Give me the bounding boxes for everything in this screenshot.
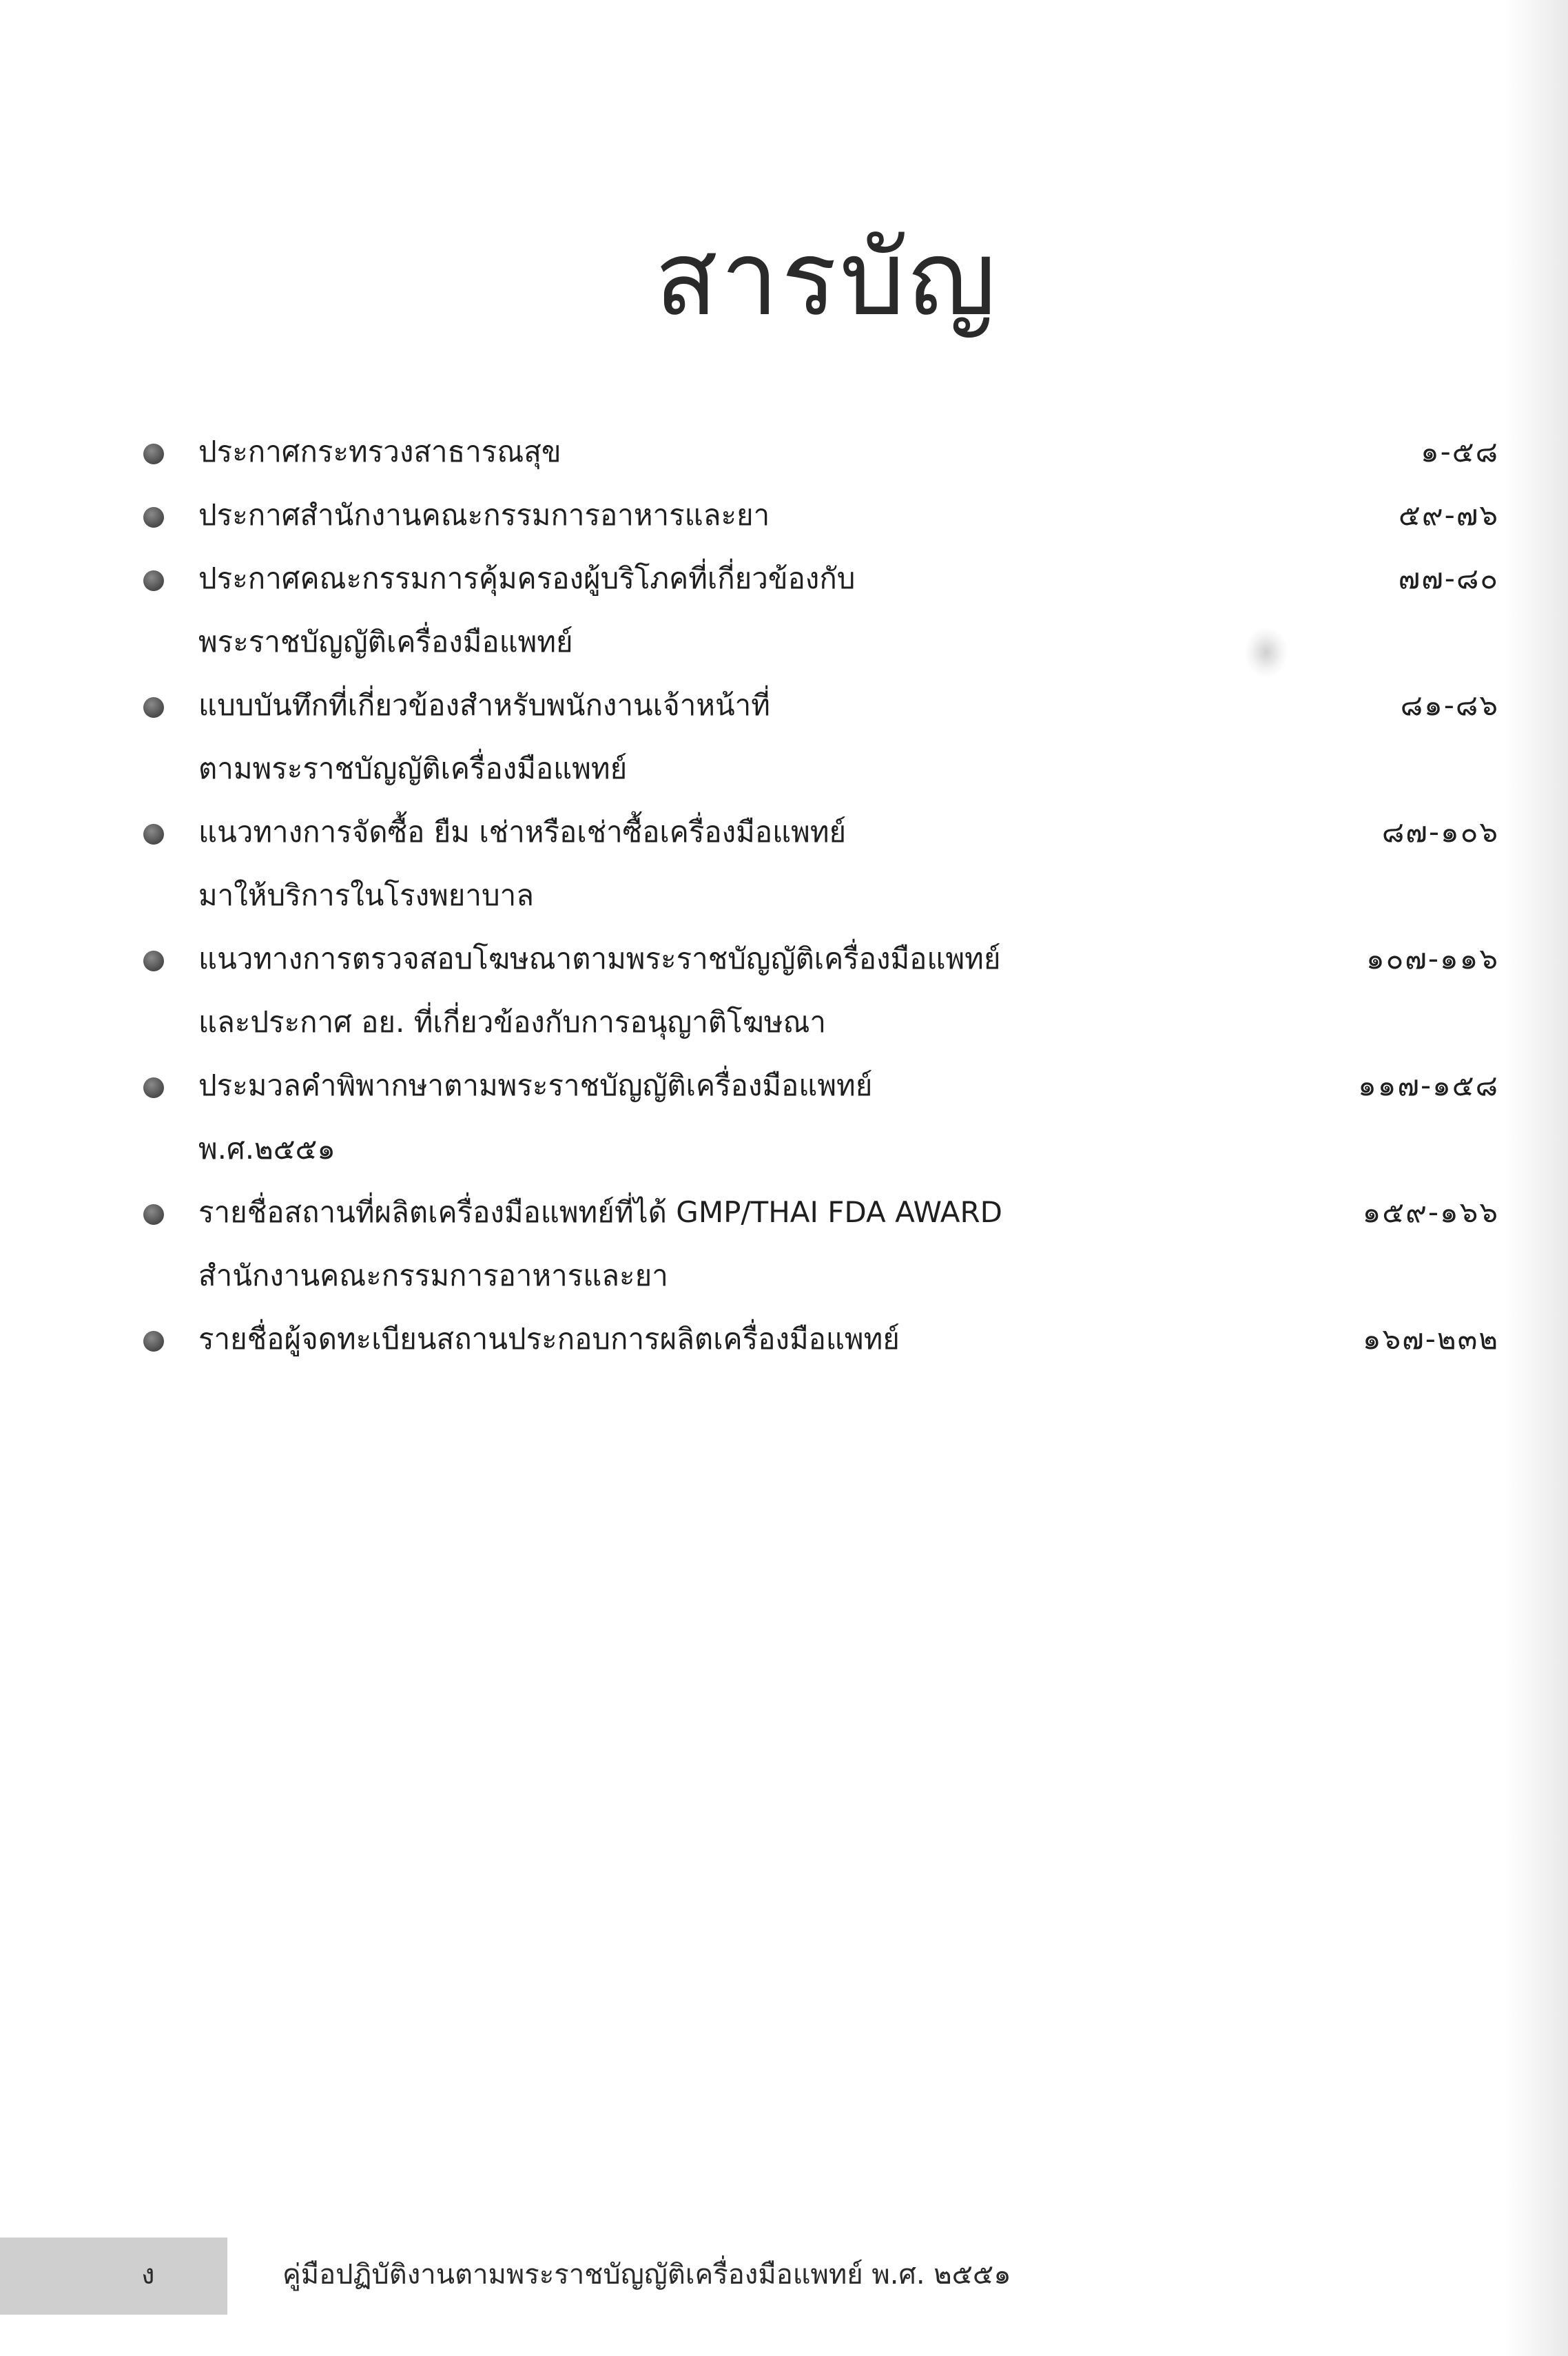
- toc-entry-pages: ๑๑๗-๑๕๘: [1358, 1068, 1499, 1102]
- toc-entry-line: ประกาศกระทรวงสาธารณสุข: [198, 435, 561, 468]
- toc-entry-title: [198, 484, 1232, 547]
- toc-entry-line: ประกาศสำนักงานคณะกรรมการอาหารและยา: [198, 498, 770, 532]
- toc-entry: [0, 484, 1568, 547]
- toc-entry-pages: ๘๑-๘๖: [1400, 688, 1499, 722]
- toc-entry-title: [198, 1054, 1232, 1181]
- toc-entry-line: ประกาศคณะกรรมการคุ้มครองผู้บริโภคที่เกี่ยวข้องกับ: [198, 561, 856, 595]
- footer-page-number: ง: [141, 2259, 155, 2291]
- footer-page-tab: [0, 2238, 227, 2315]
- toc-entry-pages: ๕๙-๗๖: [1399, 498, 1499, 532]
- toc-entry-line: พระราชบัญญัติเครื่องมือแพทย์: [198, 625, 573, 659]
- toc-entry-line: ตามพระราชบัญญัติเครื่องมือแพทย์: [198, 752, 628, 785]
- toc-entry-line: และประกาศ อย. ที่เกี่ยวข้องกับการอนุญาติโฆษณา: [198, 1005, 827, 1039]
- toc-entry-title: [198, 1308, 1232, 1371]
- bullet-icon: [143, 507, 164, 528]
- scan-smudge: [1246, 628, 1287, 676]
- toc-entry-line: รายชื่อสถานที่ผลิตเครื่องมือแพทย์ที่ได้ GMP/THAI FDA AWARD: [198, 1195, 1003, 1229]
- toc-entry-line: พ.ศ.๒๕๕๑: [198, 1132, 336, 1166]
- bullet-icon: [143, 1331, 164, 1352]
- toc-entry-pages: ๗๗-๘๐: [1398, 561, 1499, 595]
- toc-entry-title: [198, 547, 1232, 674]
- toc-entry-title: [198, 927, 1232, 1054]
- toc-entry-line: แบบบันทึกที่เกี่ยวข้องสำหรับพนักงานเจ้าหน้าที่: [198, 688, 770, 722]
- toc-entry-pages: ๑๕๙-๑๖๖: [1362, 1195, 1499, 1229]
- toc-entry-pages: ๑๐๗-๑๑๖: [1365, 942, 1499, 975]
- toc-entry-title: [198, 1181, 1232, 1308]
- toc-entry-title: [198, 420, 1232, 484]
- toc-entry-pages: ๘๗-๑๐๖: [1381, 815, 1499, 849]
- toc-entry-line: ประมวลคำพิพากษาตามพระราชบัญญัติเครื่องมือแพทย์: [198, 1068, 873, 1102]
- bullet-icon: [143, 951, 164, 971]
- bullet-icon: [143, 1077, 164, 1098]
- toc-entry: [0, 927, 1568, 1054]
- toc-entry-title: [198, 800, 1232, 927]
- toc-entry-pages: ๑-๕๘: [1420, 435, 1499, 468]
- toc-entry-line: แนวทางการจัดซื้อ ยืม เช่าหรือเช่าซื้อเครื่องมือแพทย์: [198, 815, 847, 849]
- toc-entry-pages: ๑๖๗-๒๓๒: [1362, 1322, 1499, 1356]
- toc-entry-line: มาให้บริการในโรงพยาบาล: [198, 878, 534, 912]
- toc-entry: [0, 1181, 1568, 1308]
- bullet-icon: [143, 444, 164, 464]
- toc-entry: [0, 800, 1568, 927]
- toc-entry: [0, 547, 1568, 674]
- toc-entry-line: สำนักงานคณะกรรมการอาหารและยา: [198, 1259, 668, 1292]
- toc-entry-line: รายชื่อผู้จดทะเบียนสถานประกอบการผลิตเครื่องมือแพทย์: [198, 1322, 900, 1356]
- bullet-icon: [143, 824, 164, 845]
- footer-book-title: คู่มือปฏิบัติงานตามพระราชบัญญัติเครื่องมือแพทย์ พ.ศ. ๒๕๕๑: [282, 2259, 1011, 2291]
- bullet-icon: [143, 1204, 164, 1225]
- bullet-icon: [143, 570, 164, 591]
- toc-entry: [0, 1308, 1568, 1371]
- page-title: สารบัญ: [654, 219, 999, 339]
- toc-entry: [0, 674, 1568, 800]
- toc-entry: [0, 420, 1568, 484]
- bullet-icon: [143, 697, 164, 718]
- toc-entry: [0, 1054, 1568, 1181]
- toc-entry-title: [198, 674, 1232, 800]
- toc-entry-line: แนวทางการตรวจสอบโฆษณาตามพระราชบัญญัติเครื่องมือแพทย์: [198, 942, 1001, 975]
